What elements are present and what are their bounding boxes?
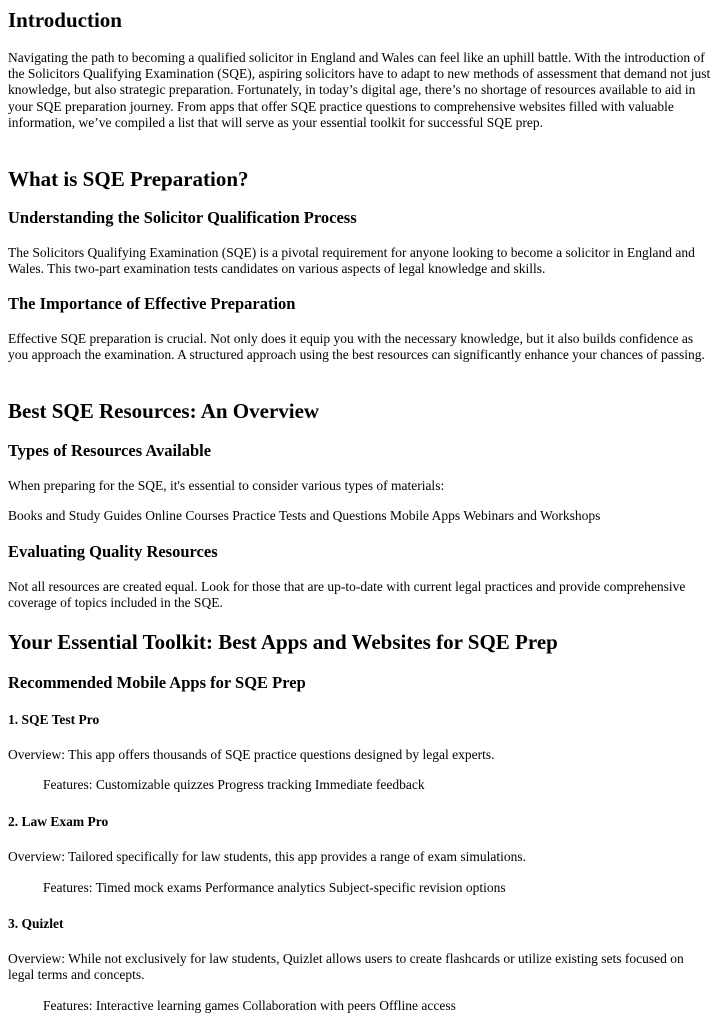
best-resources-heading: Best SQE Resources: An Overview — [8, 399, 320, 423]
types-paragraph: When preparing for the SQE, it's essential to consider various types of materials: — [8, 478, 445, 493]
understanding-heading: Understanding the Solicitor Qualification Process — [8, 208, 357, 227]
list-item: Practice Tests and Questions — [232, 508, 387, 523]
app-overview: Overview: While not exclusively for law students, Quizlet allows users to create flashcards or utilize existing sets focused on legal terms and concepts. — [8, 951, 684, 983]
feature-item: Progress tracking — [217, 777, 312, 792]
app-features — [43, 998, 703, 1014]
app-overview: Overview: This app offers thousands of SQE practice questions designed by legal experts. — [8, 747, 495, 762]
feature-item: Customizable quizzes — [95, 777, 214, 792]
feature-item: Offline access — [379, 998, 456, 1013]
resource-types-list — [8, 508, 712, 524]
evaluating-paragraph: Not all resources are created equal. Look for those that are up-to-date with current legal practices and provide comprehensive coverage of topics included in the SQE. — [8, 579, 686, 611]
importance-heading: The Importance of Effective Preparation — [8, 294, 296, 313]
features-label: Features: — [43, 998, 93, 1013]
app-title: 2. Law Exam Pro — [8, 814, 109, 829]
app-title: 1. SQE Test Pro — [8, 712, 100, 727]
understanding-paragraph: The Solicitors Qualifying Examination (SQE) is a pivotal requirement for anyone looking to become a solicitor in England and Wales. This two-part examination tests candidates on various aspects of legal knowledge and skills. — [8, 245, 695, 277]
app-features — [43, 777, 703, 793]
list-item: Webinars and Workshops — [463, 508, 601, 523]
toolkit-heading: Your Essential Toolkit: Best Apps and Websites for SQE Prep — [8, 630, 558, 654]
feature-item: Subject-specific revision options — [328, 880, 506, 895]
feature-item: Interactive learning games — [95, 998, 240, 1013]
list-item: Online Courses — [145, 508, 229, 523]
apps-heading: Recommended Mobile Apps for SQE Prep — [8, 673, 306, 692]
feature-item: Timed mock exams — [95, 880, 202, 895]
app-overview: Overview: Tailored specifically for law students, this app provides a range of exam simulations. — [8, 849, 527, 864]
list-item: Books and Study Guides — [8, 508, 142, 523]
importance-paragraph: Effective SQE preparation is crucial. Not only does it equip you with the necessary knowledge, but it also builds confidence as you approach the examination. A structured approach using the best resources can significantly enhance your chances of passing. — [8, 331, 705, 363]
app-title: 3. Quizlet — [8, 916, 64, 931]
evaluating-heading: Evaluating Quality Resources — [8, 542, 218, 561]
feature-item: Performance analytics — [205, 880, 326, 895]
what-is-heading: What is SQE Preparation? — [8, 167, 249, 191]
intro-heading: Introduction — [8, 8, 122, 32]
feature-item: Immediate feedback — [314, 777, 425, 792]
app-features — [43, 880, 703, 896]
features-label: Features: — [43, 880, 93, 895]
intro-paragraph: Navigating the path to becoming a qualified solicitor in England and Wales can feel like an uphill battle. With the introduction of the Solicitors Qualifying Examination (SQE), aspiring solicitors have to adapt to new methods of assessment that demand not just knowledge, but also strategic preparation. Fortunately, in today’s digital age, there’s no shortage of resources available to aid in your SQE preparation journey. From apps that offer SQE practice questions to comprehensive websites filled with valuable information, we’ve compiled a list that will serve as your essential toolkit for successful SQE prep. — [8, 50, 711, 130]
list-item: Mobile Apps — [390, 508, 461, 523]
features-label: Features: — [43, 777, 93, 792]
types-heading: Types of Resources Available — [8, 441, 212, 460]
feature-item: Collaboration with peers — [242, 998, 376, 1013]
